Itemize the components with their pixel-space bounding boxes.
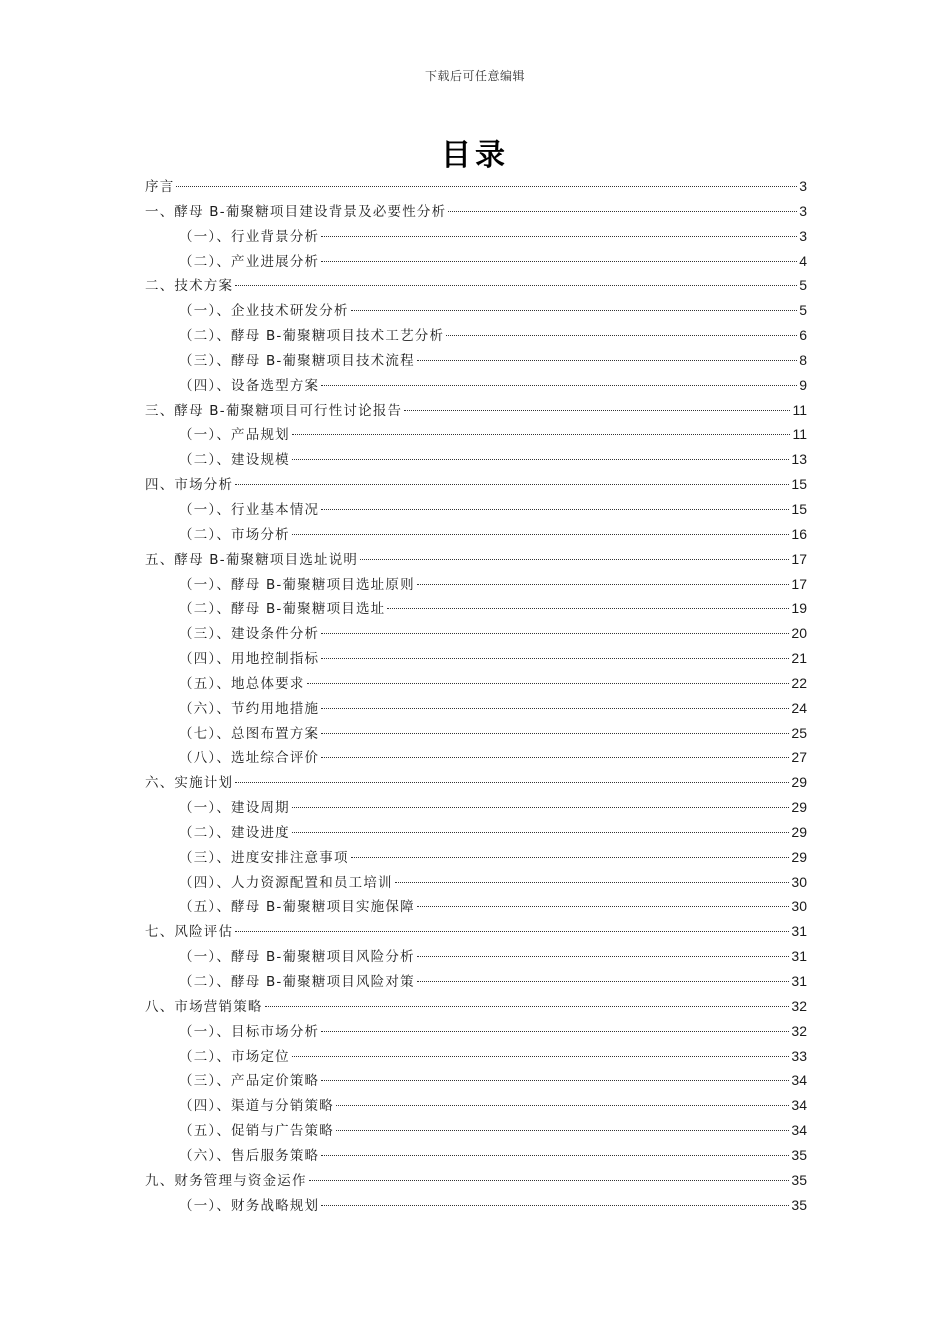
toc-dot-leader [387,608,789,609]
toc-entry[interactable] [145,422,807,447]
toc-entry-page-number: 17 [791,575,807,592]
toc-dot-leader [321,1205,789,1206]
toc-entry[interactable] [145,944,807,969]
toc-entry-title: 九、财务管理与资金运作 [145,1172,307,1189]
toc-entry-title: （二）、建设进度 [179,824,290,841]
toc-entry[interactable] [145,1068,807,1093]
toc-entry-page-number: 6 [799,327,807,344]
toc-dot-leader [292,534,790,535]
toc-dot-leader [292,1056,790,1057]
toc-entry-page-number: 29 [791,823,807,840]
toc-entry[interactable] [145,671,807,696]
toc-entry-title: （三）、进度安排注意事项 [179,849,349,866]
toc-entry-title: （四）、人力资源配置和员工培训 [179,874,393,891]
toc-entry[interactable] [145,398,807,423]
page-header-note: 下载后可任意编辑 [424,69,525,83]
toc-entry-title: 四、市场分析 [145,477,234,494]
toc-dot-leader [292,459,790,460]
toc-entry[interactable] [145,174,807,199]
toc-entry-title: （五）、促销与广告策略 [179,1123,334,1140]
toc-dot-leader [307,683,790,684]
toc-entry[interactable] [145,1193,807,1218]
toc-entry[interactable] [145,497,807,522]
toc-dot-leader [309,1180,790,1181]
toc-dot-leader [417,584,790,585]
toc-dot-leader [417,906,790,907]
toc-entry-page-number: 13 [791,451,807,468]
toc-entry[interactable] [145,522,807,547]
toc-entry[interactable] [145,994,807,1019]
toc-dot-leader [321,236,797,237]
toc-entry-title: （五）、酵母 B-葡聚糖项目实施保障 [179,899,415,916]
toc-entry-page-number: 11 [792,401,807,418]
toc-entry-page-number: 29 [791,848,807,865]
toc-dot-leader [321,1155,789,1156]
toc-entry-page-number: 3 [799,178,807,194]
toc-entry[interactable] [145,298,807,323]
toc-entry-page-number: 16 [791,525,807,542]
toc-entry[interactable] [145,894,807,919]
toc-entry[interactable] [145,472,807,497]
toc-entry-page-number: 5 [799,302,807,319]
toc-entry[interactable] [145,547,807,572]
toc-entry-page-number: 35 [791,1196,807,1213]
toc-entry-title: （七）、总图布置方案 [179,725,320,742]
toc-entry[interactable] [145,224,807,249]
toc-entry[interactable] [145,1118,807,1143]
toc-dot-leader [292,807,790,808]
toc-dot-leader [265,1006,790,1007]
toc-entry-title: （八）、选址综合评价 [179,750,320,767]
toc-entry-title: （二）、酵母 B-葡聚糖项目选址 [179,601,386,618]
toc-entry[interactable] [145,1019,807,1044]
toc-entry-title: （一）、行业背景分析 [179,228,320,245]
toc-entry-page-number: 21 [791,650,807,667]
toc-entry-title: （一）、企业技术研发分析 [179,303,349,320]
toc-entry-title: 七、风险评估 [145,924,234,941]
toc-dot-leader [351,857,790,858]
toc-entry-page-number: 31 [791,973,807,989]
toc-entry-title: 二、技术方案 [145,278,234,295]
toc-dot-leader [321,1080,789,1081]
toc-entry-title: （四）、设备选型方案 [179,377,320,394]
toc-entry-title: （一）、财务战略规划 [179,1197,320,1214]
toc-dot-leader [321,1031,789,1032]
toc-entry[interactable] [145,820,807,845]
toc-entry-title: （二）、市场定位 [179,1048,290,1065]
toc-entry[interactable] [145,1044,807,1069]
toc-entry[interactable] [145,621,807,646]
toc-entry[interactable] [145,1143,807,1168]
toc-entry-page-number: 32 [791,997,807,1014]
toc-entry-page-number: 27 [791,749,807,766]
toc-dot-leader [321,261,797,262]
toc-dot-leader [321,633,789,634]
toc-dot-leader [417,360,797,361]
toc-entry-title: 五、酵母 B-葡聚糖项目选址说明 [145,551,359,568]
toc-entry-title: （一）、行业基本情况 [179,501,320,518]
toc-dot-leader [336,1105,789,1106]
toc-entry[interactable] [145,249,807,274]
toc-entry-page-number: 29 [791,799,807,816]
toc-entry-title: 一、酵母 B-葡聚糖项目建设背景及必要性分析 [145,203,447,220]
toc-entry[interactable] [145,745,807,770]
toc-dot-leader [404,410,790,411]
toc-entry-page-number: 30 [791,898,807,915]
toc-entry-page-number: 8 [799,351,807,368]
toc-dot-leader [176,186,797,187]
toc-entry-page-number: 22 [791,674,807,691]
toc-dot-leader [321,757,789,758]
toc-dot-leader [292,832,790,833]
toc-entry[interactable] [145,273,807,298]
toc-entry-page-number: 32 [791,1022,807,1039]
toc-dot-leader [417,956,790,957]
toc-dot-leader [235,782,789,783]
toc-entry-title: （二）、产业进展分析 [179,253,320,270]
toc-entry[interactable] [145,770,807,795]
toc-entry-page-number: 31 [791,948,807,965]
toc-entry-title: （一）、目标市场分析 [179,1023,320,1040]
toc-entry[interactable] [145,1093,807,1118]
toc-entry-page-number: 11 [792,426,807,443]
toc-entry-title: （二）、市场分析 [179,526,290,543]
toc-entry-page-number: 34 [791,1097,807,1114]
toc-entry-title: 八、市场营销策略 [145,998,263,1015]
toc-entry-page-number: 33 [791,1047,807,1064]
toc-entry[interactable] [145,572,807,597]
toc-entry-page-number: 3 [799,227,807,244]
toc-dot-leader [336,1130,789,1131]
toc-entry-page-number: 35 [791,1146,807,1163]
toc-entry-page-number: 20 [791,625,807,642]
toc-entry[interactable] [145,596,807,621]
toc-entry-page-number: 34 [791,1072,807,1089]
toc-entry-title: （三）、建设条件分析 [179,626,320,643]
toc-entry[interactable] [145,919,807,944]
toc-entry-title: （三）、酵母 B-葡聚糖项目技术流程 [179,352,415,369]
toc-dot-leader [235,285,797,286]
toc-entry[interactable] [145,348,807,373]
toc-dot-leader [321,658,789,659]
toc-dot-leader [321,509,789,510]
toc-dot-leader [321,708,789,709]
toc-title: 目录 [441,138,509,173]
toc-entry-title: 六、实施计划 [145,775,234,792]
toc-dot-leader [417,981,790,982]
toc-entry-page-number: 17 [791,550,807,567]
toc-entry[interactable] [145,696,807,721]
toc-entry-page-number: 15 [791,500,807,517]
toc-entry[interactable] [145,646,807,671]
toc-entry-page-number: 34 [791,1122,807,1139]
toc-entry-page-number: 9 [799,376,807,393]
toc-entry[interactable] [145,447,807,472]
toc-dot-leader [395,882,790,883]
toc-entry[interactable] [145,373,807,398]
toc-entry[interactable] [145,845,807,870]
toc-entry-page-number: 35 [791,1171,807,1188]
toc-entry-page-number: 29 [791,774,807,791]
toc-entry[interactable] [145,870,807,895]
toc-entry-page-number: 15 [791,476,807,493]
toc-dot-leader [321,733,789,734]
toc-entry-title: （四）、用地控制指标 [179,651,320,668]
table-of-contents [145,174,807,1217]
toc-entry-title: （一）、酵母 B-葡聚糖项目选址原则 [179,576,415,593]
toc-entry-title: （二）、酵母 B-葡聚糖项目风险对策 [179,974,415,990]
toc-dot-leader [321,385,797,386]
toc-entry-page-number: 25 [791,724,807,741]
toc-entry-title: （一）、建设周期 [179,800,290,817]
toc-entry-page-number: 24 [791,699,807,716]
toc-entry-page-number: 31 [791,923,807,940]
toc-entry-page-number: 5 [799,277,807,294]
toc-dot-leader [235,484,789,485]
toc-entry-title: （二）、建设规模 [179,452,290,469]
toc-entry[interactable] [145,323,807,348]
toc-dot-leader [292,434,791,435]
toc-dot-leader [351,310,798,311]
toc-entry-title: （六）、售后服务策略 [179,1147,320,1164]
toc-entry-title: （五）、地总体要求 [179,675,305,692]
toc-entry-title: （四）、渠道与分销策略 [179,1098,334,1115]
toc-entry[interactable] [145,795,807,820]
toc-entry-page-number: 19 [791,600,807,617]
toc-entry-title: 序言 [145,179,175,195]
toc-dot-leader [235,931,789,932]
toc-entry[interactable] [145,969,807,994]
toc-entry-title: （一）、酵母 B-葡聚糖项目风险分析 [179,949,415,966]
toc-entry-title: （二）、酵母 B-葡聚糖项目技术工艺分析 [179,328,445,345]
toc-entry-title: （三）、产品定价策略 [179,1073,320,1090]
toc-dot-leader [446,335,797,336]
toc-entry-title: （六）、节约用地措施 [179,700,320,717]
toc-entry-page-number: 3 [799,202,807,219]
toc-dot-leader [360,559,789,560]
toc-entry-title: 三、酵母 B-葡聚糖项目可行性讨论报告 [145,402,403,419]
toc-dot-leader [448,211,797,212]
toc-entry[interactable] [145,721,807,746]
toc-entry-title: （一）、产品规划 [179,427,290,444]
toc-entry[interactable] [145,1168,807,1193]
toc-entry[interactable] [145,199,807,224]
toc-entry-page-number: 30 [791,873,807,890]
toc-entry-page-number: 4 [799,252,807,269]
